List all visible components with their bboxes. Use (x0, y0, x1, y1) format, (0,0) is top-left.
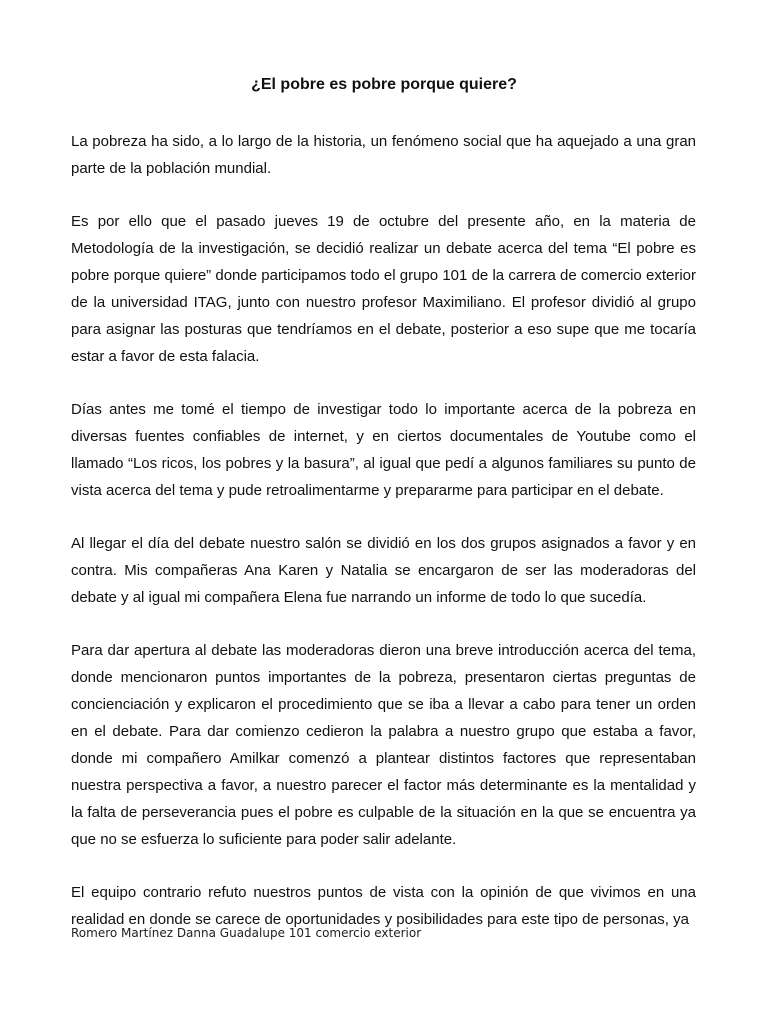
page-footer: Romero Martínez Danna Guadalupe 101 comercio exterior (71, 926, 422, 940)
paragraph-2: Es por ello que el pasado jueves 19 de octubre del presente año, en la materia de Metodología de la investigación, se decidió realizar un debate acerca del tema “El pobre es pobre porque quiere” donde participamos todo el grupo 101 de la carrera de comercio exterior de la universidad ITAG, junto con nuestro profesor Maximiliano. El profesor dividió al grupo para asignar las posturas que tendríamos en el debate, posterior a eso supe que me tocaría estar a favor de esta falacia. (71, 213, 696, 365)
paragraph-6: El equipo contrario refuto nuestros puntos de vista con la opinión de que vivimos en una realidad en donde se carece de oportunidades y posibilidades para este tipo de personas, ya (71, 884, 696, 928)
paragraph-3: Días antes me tomé el tiempo de investigar todo lo importante acerca de la pobreza en diversas fuentes confiables de internet, y en ciertos documentales de Youtube como el llamado “Los ricos, los pobres y la basura”, al igual que pedí a algunos familiares su punto de vista acerca del tema y pude retroalimentarme y prepararme para participar en el debate. (71, 401, 696, 499)
document-title: ¿El pobre es pobre porque quiere? (251, 76, 517, 93)
paragraph-4: Al llegar el día del debate nuestro salón se dividió en los dos grupos asignados a favor y en contra. Mis compañeras Ana Karen y Natalia se encargaron de ser las moderadoras del debate y al igual mi compañera Elena fue narrando un informe de todo lo que sucedía. (71, 535, 696, 606)
paragraph-1: La pobreza ha sido, a lo largo de la historia, un fenómeno social que ha aquejado a una gran parte de la población mundial. (71, 133, 696, 177)
paragraph-5: Para dar apertura al debate las moderadoras dieron una breve introducción acerca del tema, donde mencionaron puntos importantes de la pobreza, presentaron ciertas preguntas de concienciación y explicaron el procedimiento que se iba a llevar a cabo para tener un orden en el debate. Para dar comienzo cedieron la palabra a nuestro grupo que estaba a favor, donde mi compañero Amilkar comenzó a plantear distintos factores que representaban nuestra perspectiva a favor, a nuestro parecer el factor más determinante es la mentalidad y la falta de perseverancia pues el pobre es culpable de la situación en la que se encuentra ya que no se esfuerza lo suficiente para poder salir adelante. (71, 642, 696, 848)
document-body (71, 128, 696, 959)
